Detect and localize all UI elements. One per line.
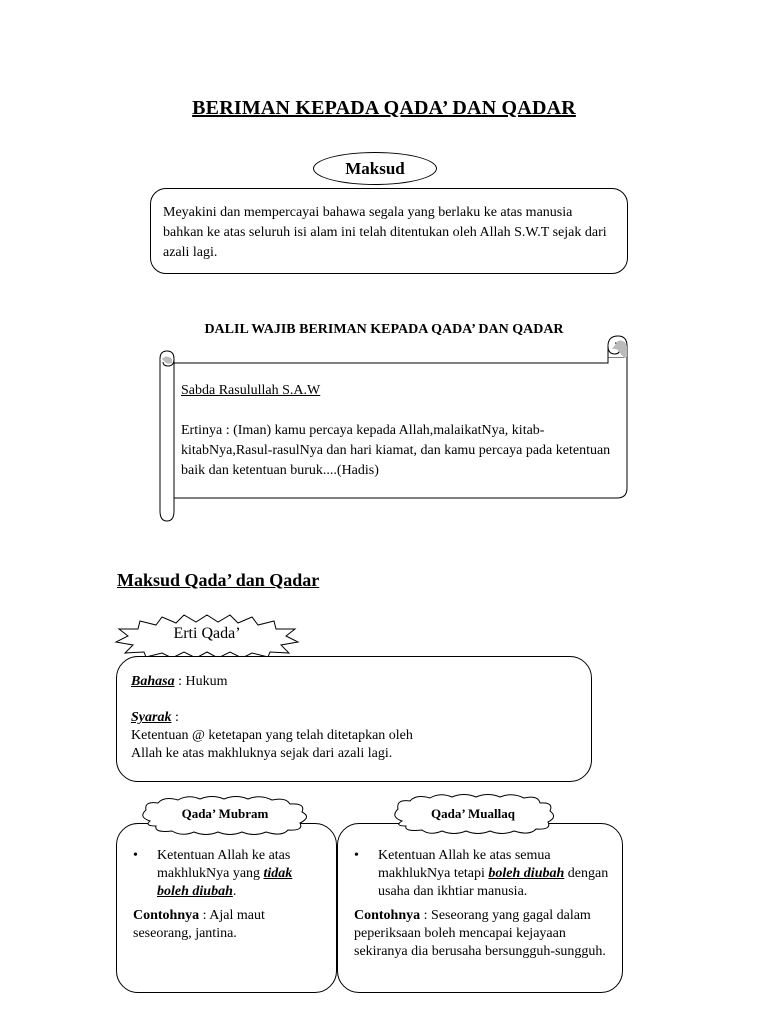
muallaq-contoh: [354, 907, 612, 961]
maksud-label-oval: [313, 152, 437, 185]
bullet-icon: •: [354, 848, 359, 863]
muallaq-contoh-text: : Seseorang yang gagal dalam peperiksaan boleh mencapai kejayaan sekiranya dia berusaha bersungguh-sungguh.: [354, 908, 606, 959]
syarak-line-1: Ketentuan @ ketetapan yang telah ditetapkan oleh: [131, 728, 413, 743]
erti-qada-label: Erti Qada’: [173, 625, 241, 642]
mubram-label: Qada’ Mubram: [181, 806, 269, 821]
maksud-text: Meyakini dan mempercayai bahawa segala yang berlaku ke atas manusia bahkan ke atas seluruh isi alam ini telah ditentukan oleh Allah S.W.T sejak dari azali lagi.: [163, 205, 607, 260]
syarak-row: [131, 709, 577, 727]
syarak-label: Syarak: [131, 710, 172, 725]
muallaq-bullet-prefix: Ketentuan Allah ke atas semua makhlukNya tetapi: [378, 848, 551, 881]
mubram-bullet-text: [157, 847, 324, 901]
mubram-box: [116, 823, 337, 993]
mubram-bullet-suffix: .: [232, 884, 237, 899]
dalil-source: Sabda Rasulullah S.A.W: [181, 383, 321, 398]
bullet-icon: •: [133, 848, 138, 863]
muallaq-box: [337, 823, 623, 993]
muallaq-label: Qada’ Muallaq: [431, 806, 515, 821]
mubram-contoh-label: Contohnya: [133, 908, 200, 923]
bahasa-text: : Hukum: [174, 674, 228, 689]
dalil-text: Ertinya : (Iman) kamu percaya kepada Allah,malaikatNya, kitab-kitabNya,Rasul-rasulNya dan hari kiamat, dan kamu percaya pada ketentuan baik dan ketentuan buruk....(Hadis): [181, 423, 611, 478]
muallaq-contoh-label: Contohnya: [354, 908, 421, 923]
syarak-line-2: Allah ke atas makhluknya sejak dari azali lagi.: [131, 746, 393, 761]
syarak-sep: :: [171, 710, 179, 725]
muallaq-bullet: [354, 847, 612, 901]
maksud-box: [150, 188, 628, 274]
erti-qada-box: [116, 656, 592, 782]
dalil-title: DALIL WAJIB BERIMAN KEPADA QADA’ DAN QADAR: [204, 322, 564, 337]
muallaq-bullet-text: [378, 847, 612, 901]
page-title: BERIMAN KEPADA QADA’ DAN QADAR: [192, 97, 576, 119]
bahasa-row: [131, 673, 577, 691]
section-title: Maksud Qada’ dan Qadar: [117, 570, 320, 590]
mubram-bullet-prefix: Ketentuan Allah ke atas makhlukNya yang: [157, 848, 291, 881]
maksud-label: Maksud: [345, 158, 405, 178]
mubram-bullet-emph: tidak boleh diubah: [157, 866, 293, 899]
mubram-bullet: [133, 847, 324, 901]
dalil-content: [181, 381, 611, 481]
muallaq-bullet-emph: boleh diubah: [488, 866, 565, 881]
mubram-contoh: [133, 907, 324, 943]
bahasa-label: Bahasa: [131, 674, 175, 689]
mubram-contoh-text: : Ajal maut seseorang, jantina.: [133, 908, 265, 941]
muallaq-bullet-suffix: dengan usaha dan ikhtiar manusia.: [378, 866, 609, 899]
